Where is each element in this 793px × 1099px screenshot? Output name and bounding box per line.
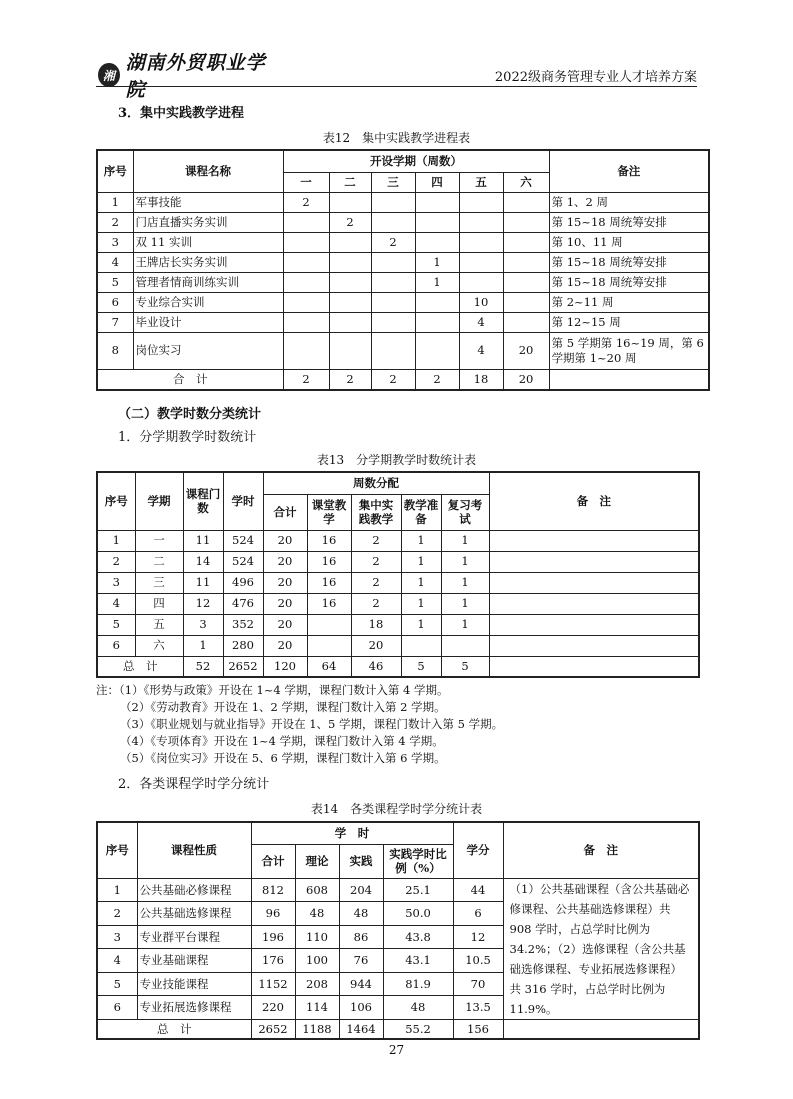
term-3-weeks [371, 192, 415, 212]
col-header-total: 合计 [251, 844, 295, 878]
row-exam: 1 [441, 614, 489, 635]
course-type: 专业基础课程 [137, 949, 251, 973]
row-practice: 2 [351, 593, 401, 614]
row-total: 196 [251, 925, 295, 949]
row-hours: 352 [223, 614, 263, 635]
row-exam: 1 [441, 572, 489, 593]
row-week-total: 20 [263, 614, 307, 635]
col-header-practice: 实践 [339, 844, 383, 878]
row-exam: 1 [441, 530, 489, 551]
term-2-weeks [329, 192, 371, 212]
col-header-remark: 备注 [549, 150, 709, 192]
total-courses: 52 [183, 656, 223, 677]
row-practice: 18 [351, 614, 401, 635]
row-classroom: 16 [307, 572, 351, 593]
row-credit: 13.5 [453, 996, 503, 1020]
table-row [97, 614, 699, 635]
row-week-total: 20 [263, 593, 307, 614]
row-total: 812 [251, 878, 295, 902]
term-5-weeks [459, 192, 503, 212]
table13-term-hours [96, 471, 700, 678]
term-4-weeks [415, 292, 459, 312]
course-name: 管理者情商训练实训 [133, 272, 283, 292]
row-classroom [307, 635, 351, 656]
remark-text: （1）公共基础课程（含公共基础必修课程、公共基础选修课程）共 908 学时，占总学时比例为 34.2%；（2）选修课程（含公共基础选修课程、专业拓展选修课程）共 316 学时，占总学时比例为 11.9%。 [503, 878, 699, 1019]
row-remark: 第 5 学期第 16~19 周，第 6 学期第 1~20 周 [549, 332, 709, 369]
row-courses: 14 [183, 551, 223, 572]
row-ratio: 43.8 [383, 925, 453, 949]
col-header-term: 开设学期（周数） [283, 150, 549, 172]
row-remark: 第 1、2 周 [549, 192, 709, 212]
term-1-weeks [283, 332, 329, 369]
table14-total-row [97, 1019, 699, 1039]
term-3-weeks: 2 [371, 232, 415, 252]
row-ratio: 48 [383, 996, 453, 1020]
row-ratio: 50.0 [383, 902, 453, 926]
total-label: 合 计 [97, 369, 283, 390]
row-exam: 1 [441, 593, 489, 614]
row-practice: 2 [351, 572, 401, 593]
term-2-weeks [329, 332, 371, 369]
col-header-term: 学期 [135, 472, 183, 530]
row-theory: 100 [295, 949, 339, 973]
term-3-weeks [371, 292, 415, 312]
row-remark: 第 15~18 周统筹安排 [549, 252, 709, 272]
row-practice: 86 [339, 925, 383, 949]
term-4-weeks [415, 212, 459, 232]
total-theory: 1188 [295, 1019, 339, 1039]
course-name: 专业综合实训 [133, 292, 283, 312]
row-week-total: 20 [263, 572, 307, 593]
row-remark: 第 15~18 周统筹安排 [549, 212, 709, 232]
row-credit: 70 [453, 972, 503, 996]
term-2-weeks [329, 312, 371, 332]
course-name: 军事技能 [133, 192, 283, 212]
total-prep: 5 [401, 656, 441, 677]
term-5-weeks [459, 232, 503, 252]
total-term-1: 2 [283, 369, 329, 390]
total-label: 总 计 [97, 1019, 251, 1039]
total-ratio: 55.2 [383, 1019, 453, 1039]
row-hours: 280 [223, 635, 263, 656]
row-theory: 208 [295, 972, 339, 996]
row-hours: 496 [223, 572, 263, 593]
course-type: 公共基础选修课程 [137, 902, 251, 926]
term-4-weeks [415, 232, 459, 252]
row-remark [489, 551, 699, 572]
row-term: 六 [135, 635, 183, 656]
col-header-term-1: 一 [283, 172, 329, 192]
total-term-5: 18 [459, 369, 503, 390]
table13-caption: 表13 分学期教学时数统计表 [316, 453, 477, 467]
col-header-ratio: 实践学时比例（%） [383, 844, 453, 878]
term-1-weeks: 2 [283, 192, 329, 212]
row-classroom [307, 614, 351, 635]
row-number: 2 [97, 902, 137, 926]
row-practice: 106 [339, 996, 383, 1020]
row-practice: 204 [339, 878, 383, 902]
total-term-4: 2 [415, 369, 459, 390]
term-5-weeks: 4 [459, 312, 503, 332]
col-header-weeks: 周数分配 [263, 472, 489, 494]
row-prep: 1 [401, 593, 441, 614]
row-prep: 1 [401, 530, 441, 551]
col-header-classroom: 课堂教学 [307, 494, 351, 530]
term-3-weeks [371, 312, 415, 332]
row-total: 1152 [251, 972, 295, 996]
course-type: 专业群平台课程 [137, 925, 251, 949]
col-header-week-total: 合计 [263, 494, 307, 530]
table-row [97, 332, 709, 369]
term-6-weeks: 20 [503, 332, 549, 369]
col-header-no: 序号 [97, 150, 133, 192]
term-3-weeks [371, 252, 415, 272]
row-term: 三 [135, 572, 183, 593]
term-6-weeks [503, 232, 549, 252]
total-credit: 156 [453, 1019, 503, 1039]
row-term: 二 [135, 551, 183, 572]
col-header-type: 课程性质 [137, 822, 251, 878]
total-remark [489, 656, 699, 677]
note-line: （2）《劳动教育》开设在 1、2 学期，课程门数计入第 2 学期。 [120, 700, 446, 714]
col-header-courses: 课程门数 [183, 472, 223, 530]
term-3-weeks [371, 272, 415, 292]
row-practice: 944 [339, 972, 383, 996]
course-name: 王牌店长实务实训 [133, 252, 283, 272]
term-1-weeks [283, 272, 329, 292]
table-row [97, 572, 699, 593]
col-header-exam: 复习考试 [441, 494, 489, 530]
total-classroom: 64 [307, 656, 351, 677]
col-header-hours: 学 时 [251, 822, 453, 844]
note-line: （4）《专项体育》开设在 1~4 学期，课程门数计入第 4 学期。 [120, 734, 444, 748]
row-number: 3 [97, 572, 135, 593]
row-ratio: 81.9 [383, 972, 453, 996]
row-classroom: 16 [307, 530, 351, 551]
document-title: 2022级商务管理专业人才培养方案 [494, 70, 697, 85]
section-heading-hours: （二）教学时数分类统计 [118, 407, 262, 422]
table14-caption: 表14 各类课程学时学分统计表 [310, 802, 483, 816]
table12-caption: 表12 集中实践教学进程表 [322, 131, 471, 145]
row-practice: 2 [351, 530, 401, 551]
row-prep: 1 [401, 572, 441, 593]
term-6-weeks [503, 192, 549, 212]
row-term: 一 [135, 530, 183, 551]
row-number: 3 [97, 232, 133, 252]
col-header-term-5: 五 [459, 172, 503, 192]
col-header-prep: 教学准备 [401, 494, 441, 530]
row-number: 4 [97, 593, 135, 614]
col-header-hours: 学时 [223, 472, 263, 530]
row-total: 96 [251, 902, 295, 926]
term-6-weeks [503, 252, 549, 272]
term-4-weeks [415, 192, 459, 212]
row-remark: 第 10、11 周 [549, 232, 709, 252]
table-row [97, 551, 699, 572]
term-1-weeks [283, 212, 329, 232]
row-remark: 第 15~18 周统筹安排 [549, 272, 709, 292]
col-header-no: 序号 [97, 472, 135, 530]
row-credit: 44 [453, 878, 503, 902]
row-week-total: 20 [263, 530, 307, 551]
row-prep: 1 [401, 551, 441, 572]
term-4-weeks: 1 [415, 252, 459, 272]
section-heading-term-hours: 1．分学期教学时数统计 [118, 430, 257, 445]
total-hours: 2652 [223, 656, 263, 677]
total-label: 总 计 [97, 656, 183, 677]
section-heading-credit: 2．各类课程学时学分统计 [118, 777, 270, 792]
row-exam: 1 [441, 551, 489, 572]
course-name: 双 11 实训 [133, 232, 283, 252]
col-header-practice: 集中实践教学 [351, 494, 401, 530]
row-hours: 476 [223, 593, 263, 614]
total-term-6: 20 [503, 369, 549, 390]
row-number: 2 [97, 212, 133, 232]
col-header-remark: 备 注 [503, 822, 699, 878]
course-name: 岗位实习 [133, 332, 283, 369]
term-2-weeks [329, 252, 371, 272]
note-line: 注：（1）《形势与政策》开设在 1~4 学期，课程门数计入第 4 学期。 [96, 683, 449, 697]
term-2-weeks [329, 292, 371, 312]
col-header-theory: 理论 [295, 844, 339, 878]
table-row [97, 232, 709, 252]
term-4-weeks [415, 332, 459, 369]
row-number: 6 [97, 635, 135, 656]
col-header-credit: 学分 [453, 822, 503, 878]
term-1-weeks [283, 312, 329, 332]
course-type: 专业拓展选修课程 [137, 996, 251, 1020]
col-header-remark: 备 注 [489, 472, 699, 530]
total-remark [549, 369, 709, 390]
table-row [97, 292, 709, 312]
row-remark [489, 614, 699, 635]
term-2-weeks [329, 272, 371, 292]
row-number: 4 [97, 252, 133, 272]
table-row [97, 312, 709, 332]
table14-credit-stats [96, 821, 700, 1040]
row-number: 5 [97, 272, 133, 292]
term-1-weeks [283, 252, 329, 272]
row-courses: 3 [183, 614, 223, 635]
row-number: 1 [97, 878, 137, 902]
course-type: 公共基础必修课程 [137, 878, 251, 902]
page-number: 27 [388, 1043, 405, 1057]
row-courses: 11 [183, 530, 223, 551]
term-5-weeks [459, 272, 503, 292]
college-seal-icon: 湘 [98, 63, 120, 87]
row-hours: 524 [223, 551, 263, 572]
row-number: 7 [97, 312, 133, 332]
table-row [97, 635, 699, 656]
row-prep [401, 635, 441, 656]
total-practice: 1464 [339, 1019, 383, 1039]
row-courses: 11 [183, 572, 223, 593]
row-number: 5 [97, 972, 137, 996]
row-classroom: 16 [307, 551, 351, 572]
table-row [97, 272, 709, 292]
term-3-weeks [371, 332, 415, 369]
table-row [97, 252, 709, 272]
row-total: 220 [251, 996, 295, 1020]
table-row [97, 593, 699, 614]
row-remark: 第 12~15 周 [549, 312, 709, 332]
term-5-weeks [459, 212, 503, 232]
row-number: 3 [97, 925, 137, 949]
row-theory: 114 [295, 996, 339, 1020]
row-classroom: 16 [307, 593, 351, 614]
row-credit: 10.5 [453, 949, 503, 973]
term-4-weeks [415, 312, 459, 332]
row-theory: 110 [295, 925, 339, 949]
term-2-weeks [329, 232, 371, 252]
table-row [97, 192, 709, 212]
row-practice: 20 [351, 635, 401, 656]
total-hours: 2652 [251, 1019, 295, 1039]
term-6-weeks [503, 312, 549, 332]
term-6-weeks [503, 292, 549, 312]
table-row [97, 530, 699, 551]
row-exam [441, 635, 489, 656]
col-header-term-6: 六 [503, 172, 549, 192]
row-courses: 12 [183, 593, 223, 614]
row-term: 四 [135, 593, 183, 614]
college-logo-text: 湖南外贸职业学院 [125, 52, 266, 101]
total-weeks: 120 [263, 656, 307, 677]
table-row [97, 878, 699, 902]
section-heading-practice: 3．集中实践教学进程 [118, 106, 245, 121]
course-type: 专业技能课程 [137, 972, 251, 996]
row-number: 6 [97, 292, 133, 312]
col-header-term-4: 四 [415, 172, 459, 192]
row-credit: 12 [453, 925, 503, 949]
table12-total-row [97, 369, 709, 390]
table-row [97, 212, 709, 232]
note-line: （3）《职业规划与就业指导》开设在 1、5 学期，课程门数计入第 5 学期。 [120, 717, 504, 731]
col-header-no: 序号 [97, 822, 137, 878]
row-remark [489, 530, 699, 551]
header-divider [96, 86, 697, 87]
term-3-weeks [371, 212, 415, 232]
row-number: 4 [97, 949, 137, 973]
row-credit: 6 [453, 902, 503, 926]
col-header-term-3: 三 [371, 172, 415, 192]
note-line: （5）《岗位实习》开设在 5、6 学期，课程门数计入第 6 学期。 [120, 751, 446, 765]
term-5-weeks: 10 [459, 292, 503, 312]
row-practice: 76 [339, 949, 383, 973]
term-1-weeks [283, 232, 329, 252]
total-term-2: 2 [329, 369, 371, 390]
row-number: 1 [97, 192, 133, 212]
term-4-weeks: 1 [415, 272, 459, 292]
row-remark [489, 635, 699, 656]
row-remark [489, 593, 699, 614]
total-practice: 46 [351, 656, 401, 677]
term-6-weeks [503, 272, 549, 292]
row-ratio: 25.1 [383, 878, 453, 902]
term-2-weeks: 2 [329, 212, 371, 232]
row-number: 8 [97, 332, 133, 369]
row-practice: 2 [351, 551, 401, 572]
row-remark: 第 2~11 周 [549, 292, 709, 312]
row-prep: 1 [401, 614, 441, 635]
total-exam: 5 [441, 656, 489, 677]
total-term-3: 2 [371, 369, 415, 390]
term-6-weeks [503, 212, 549, 232]
table13-notes [96, 682, 503, 767]
term-5-weeks [459, 252, 503, 272]
row-courses: 1 [183, 635, 223, 656]
row-ratio: 43.1 [383, 949, 453, 973]
row-remark [489, 572, 699, 593]
row-week-total: 20 [263, 635, 307, 656]
row-number: 2 [97, 551, 135, 572]
row-hours: 524 [223, 530, 263, 551]
row-practice: 48 [339, 902, 383, 926]
row-number: 1 [97, 530, 135, 551]
row-term: 五 [135, 614, 183, 635]
row-theory: 608 [295, 878, 339, 902]
course-name: 门店直播实务实训 [133, 212, 283, 232]
term-1-weeks [283, 292, 329, 312]
row-theory: 48 [295, 902, 339, 926]
row-number: 6 [97, 996, 137, 1020]
col-header-term-2: 二 [329, 172, 371, 192]
table13-total-row [97, 656, 699, 677]
table12-practice-schedule [96, 149, 710, 391]
row-week-total: 20 [263, 551, 307, 572]
row-number: 5 [97, 614, 135, 635]
term-5-weeks: 4 [459, 332, 503, 369]
col-header-course: 课程名称 [133, 150, 283, 192]
row-total: 176 [251, 949, 295, 973]
course-name: 毕业设计 [133, 312, 283, 332]
